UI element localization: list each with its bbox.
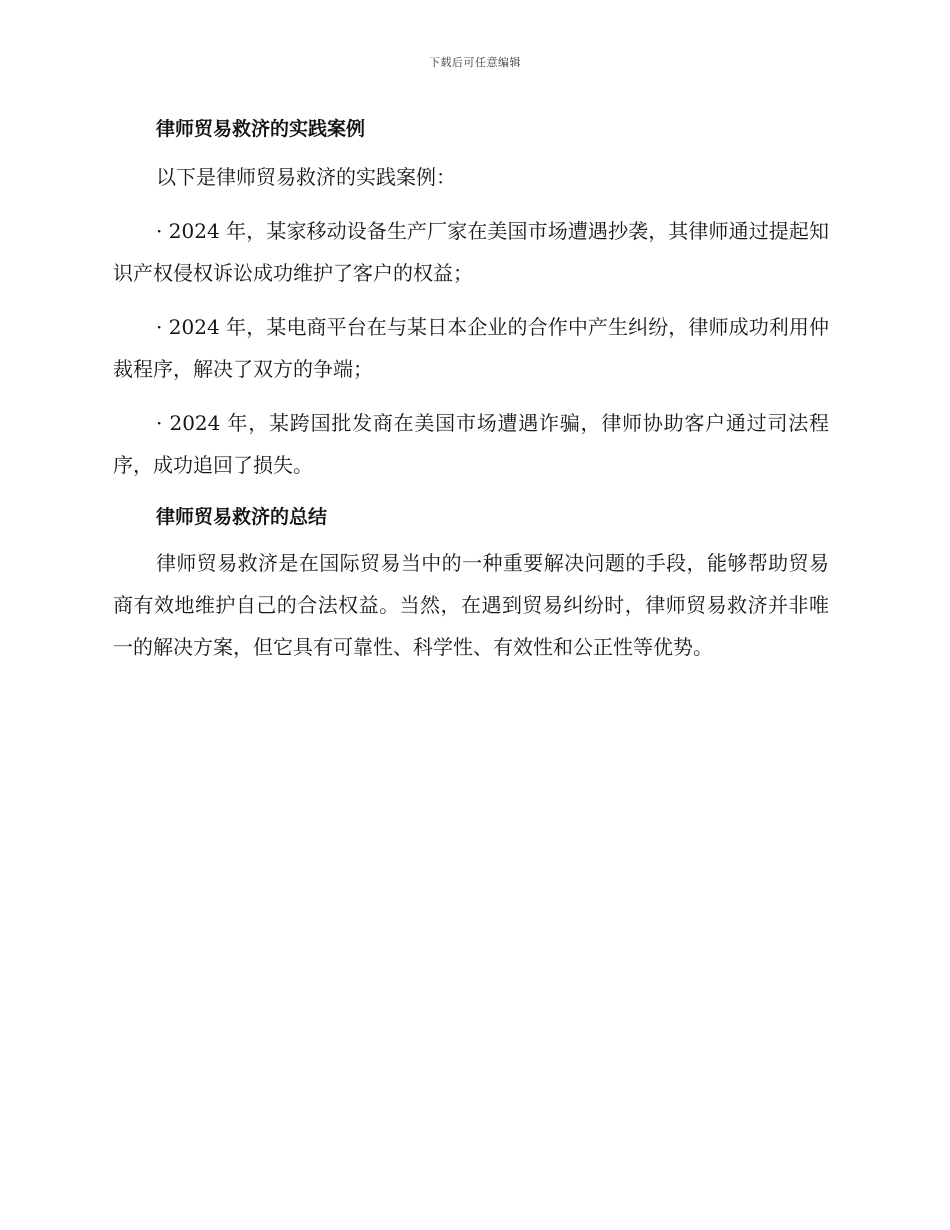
header-note: 下载后可任意编辑 xyxy=(429,56,521,69)
case-item-3: · 2024 年，某跨国批发商在美国市场遭遇诈骗，律师协助客户通过司法程序，成功追回了损失。 xyxy=(113,411,829,477)
cases-intro-paragraph: 以下是律师贸易救济的实践案例： xyxy=(156,165,456,189)
section-heading-summary: 律师贸易救济的总结 xyxy=(156,506,328,528)
summary-paragraph: 律师贸易救济是在国际贸易当中的一种重要解决问题的手段，能够帮助贸易商有效地维护自己的合法权益。当然，在遇到贸易纠纷时，律师贸易救济并非唯一的解决方案，但它具有可靠性、科学性、有效性和公正性等优势。 xyxy=(113,551,829,659)
document-body xyxy=(113,110,829,668)
case-item-2: · 2024 年，某电商平台在与某日本企业的合作中产生纠纷，律师成功利用仲裁程序，解决了双方的争端； xyxy=(113,315,829,381)
section-heading-cases: 律师贸易救济的实践案例 xyxy=(156,118,366,140)
case-item-1: · 2024 年，某家移动设备生产厂家在美国市场遭遇抄袭，其律师通过提起知识产权侵权诉讼成功维护了客户的权益； xyxy=(113,219,829,285)
